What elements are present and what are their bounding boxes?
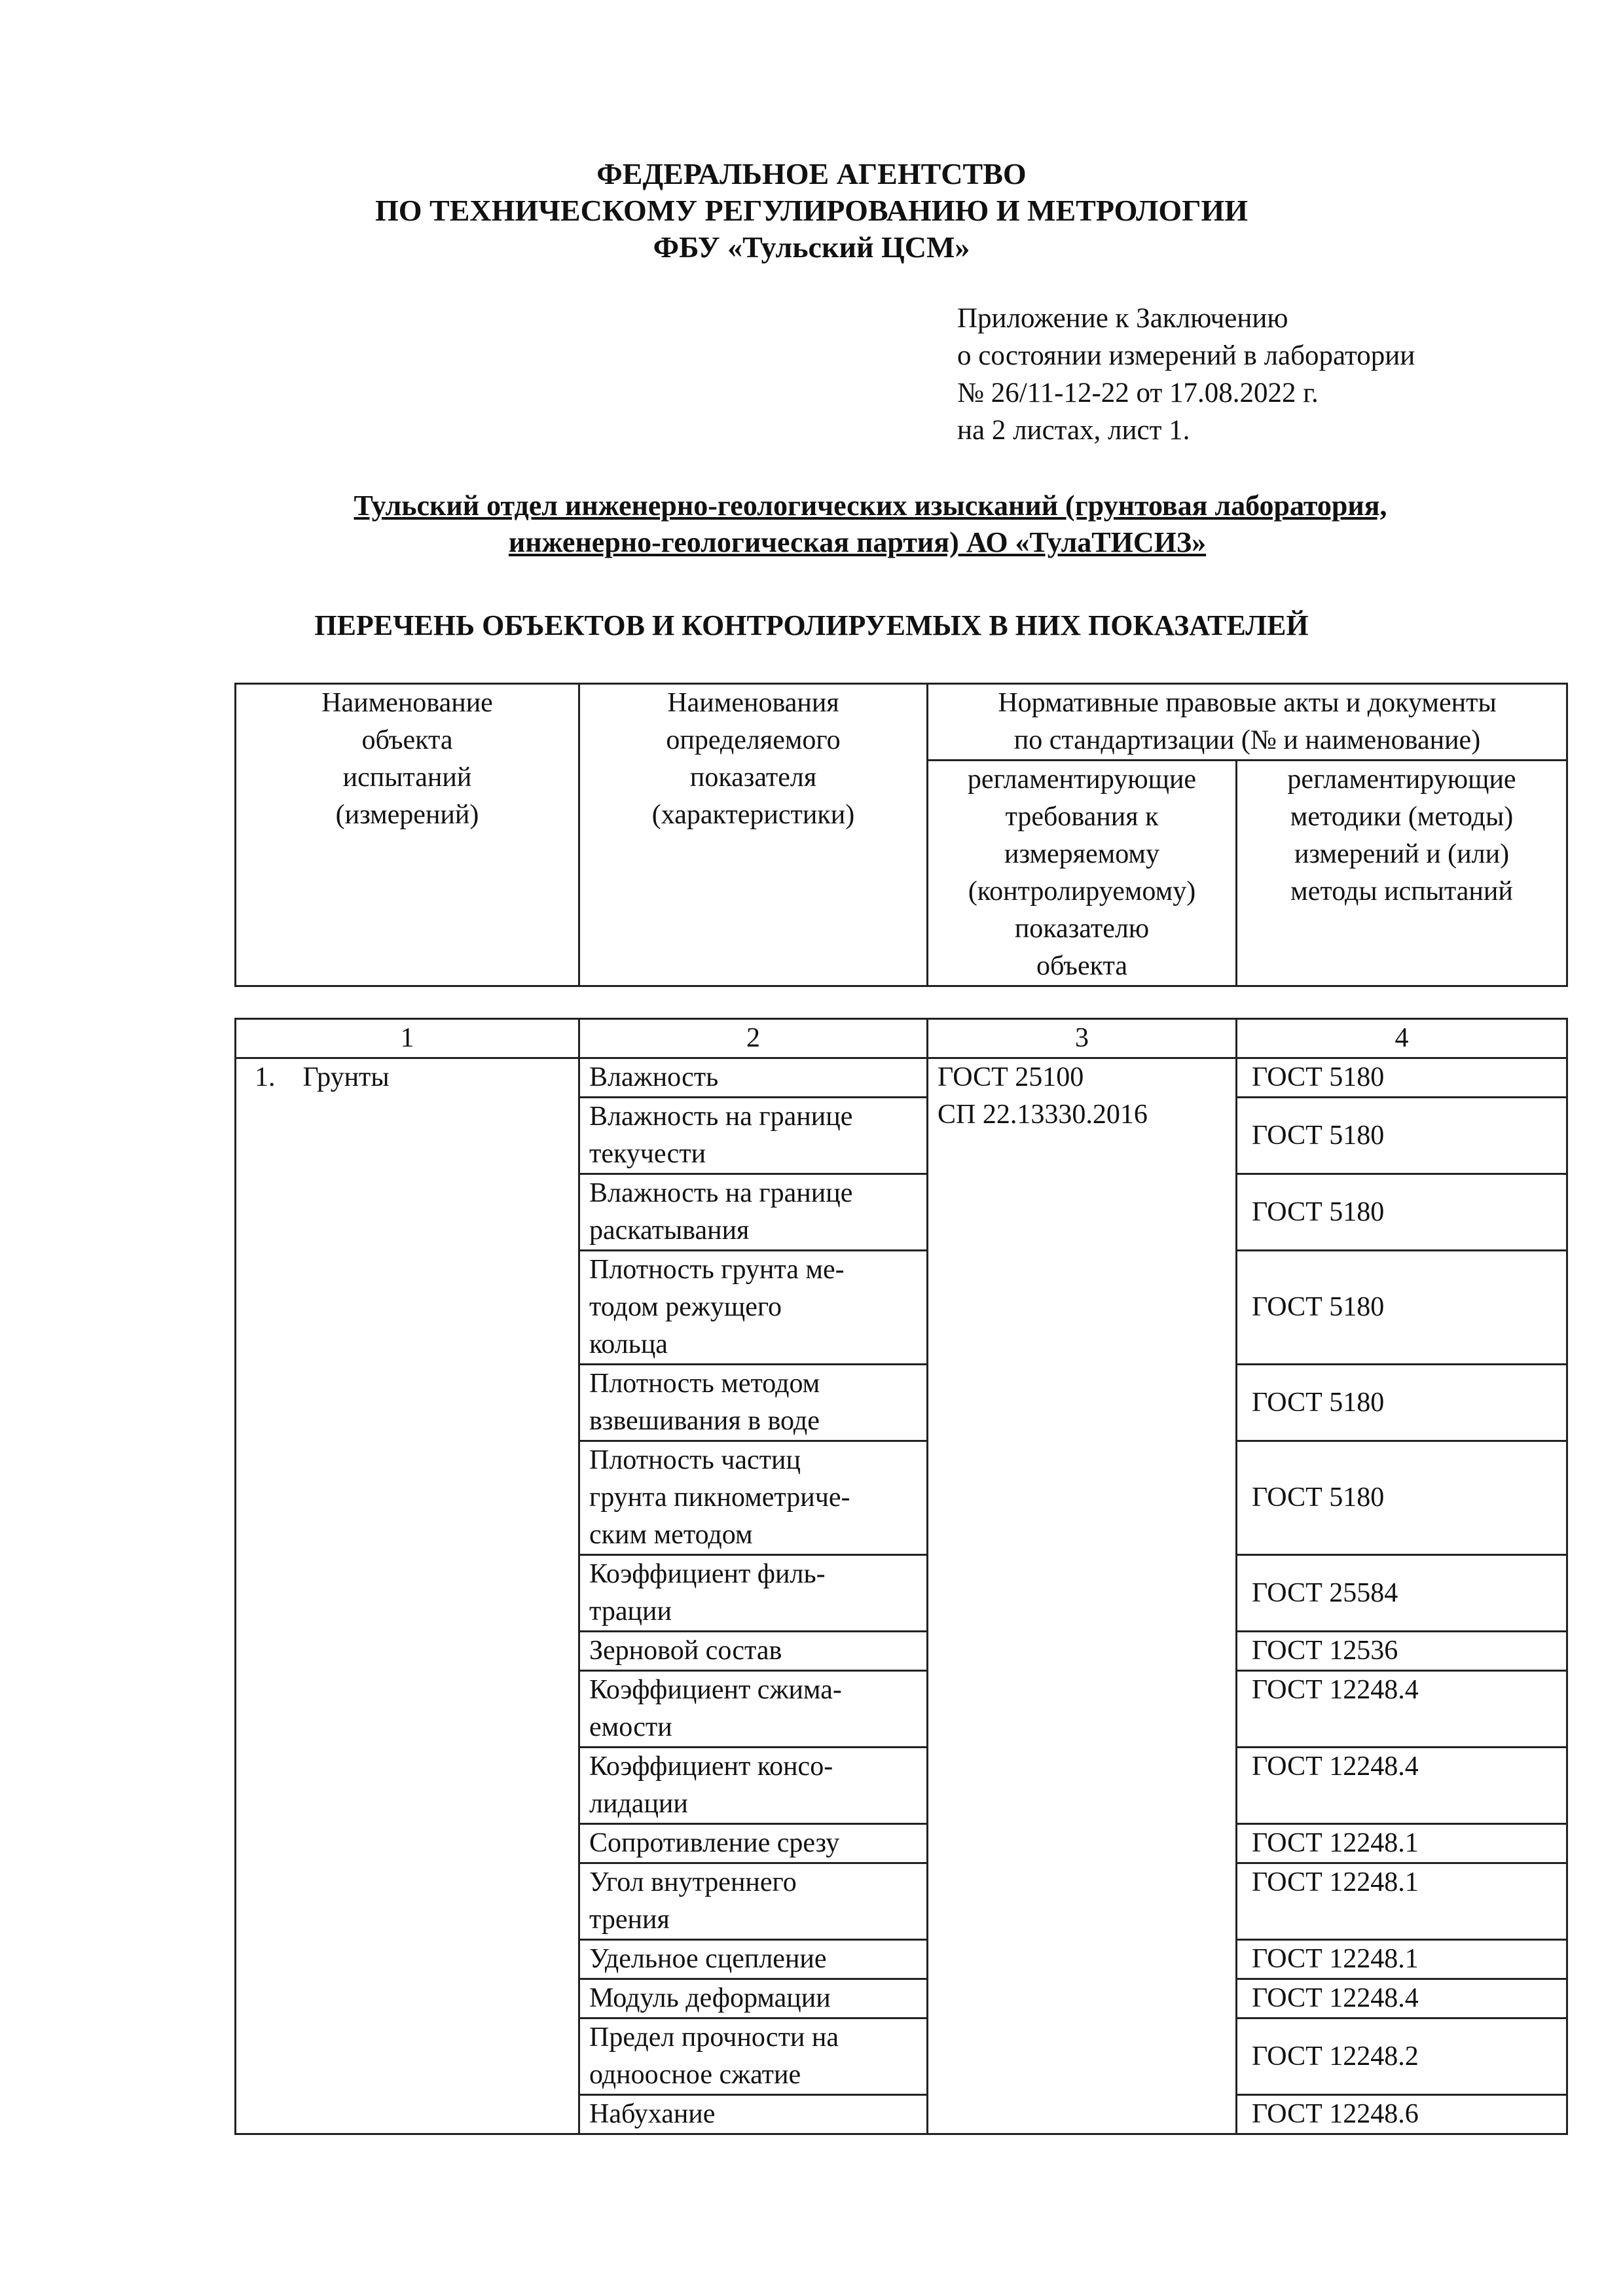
indicator-cell: Коэффициент филь- трации	[579, 1555, 928, 1632]
method-cell: ГОСТ 5180	[1237, 1058, 1567, 1098]
indicator-cell: Угол внутреннего трения	[579, 1863, 928, 1940]
requirements-cell: ГОСТ 25100 СП 22.13330.2016	[928, 1058, 1237, 2134]
method-cell: ГОСТ 5180	[1237, 1098, 1567, 1174]
method-cell: ГОСТ 12248.1	[1237, 1940, 1567, 1979]
table-header	[234, 683, 1568, 987]
method-cell: ГОСТ 5180	[1237, 1174, 1567, 1251]
annex-line: Приложение к Заключению	[957, 303, 1288, 334]
indicator-cell: Зерновой состав	[579, 1632, 928, 1671]
indicator-cell: Набухание	[579, 2095, 928, 2134]
organization-line: инженерно-геологическая партия) АО «ТулаТИСИЗ»	[508, 526, 1207, 558]
agency-header	[0, 156, 1623, 266]
annex-note	[957, 300, 1415, 449]
indicators-table	[234, 1018, 1568, 2135]
object-cell: 1. Грунты	[236, 1058, 579, 2134]
method-cell: ГОСТ 12248.4	[1237, 1979, 1567, 2018]
agency-header-line: ФБУ «Тульский ЦСМ»	[653, 230, 970, 264]
header-normative-docs: Нормативные правовые акты и документы по стандартизации (№ и наименование)	[928, 684, 1567, 761]
column-number: 2	[579, 1019, 928, 1058]
annex-line: о состоянии измерений в лаборатории	[957, 340, 1415, 371]
method-cell: ГОСТ 12248.4	[1237, 1748, 1567, 1824]
table-row	[236, 1058, 1567, 1098]
method-cell: ГОСТ 5180	[1237, 1365, 1567, 1441]
method-cell: ГОСТ 12248.2	[1237, 2018, 1567, 2095]
indicator-cell: Влажность на границе текучести	[579, 1098, 928, 1174]
agency-header-line: ФЕДЕРАЛЬНОЕ АГЕНТСТВО	[596, 157, 1027, 190]
method-cell: ГОСТ 12248.6	[1237, 2095, 1567, 2134]
indicator-cell: Влажность на границе раскатывания	[579, 1174, 928, 1251]
method-cell: ГОСТ 12248.4	[1237, 1671, 1567, 1748]
method-cell: ГОСТ 12248.1	[1237, 1824, 1567, 1863]
list-title: ПЕРЕЧЕНЬ ОБЪЕКТОВ И КОНТРОЛИРУЕМЫХ В НИХ ПОКАЗАТЕЛЕЙ	[314, 609, 1309, 641]
indicator-cell: Удельное сцепление	[579, 1940, 928, 1979]
indicator-cell: Сопротивление срезу	[579, 1824, 928, 1863]
header-object: Наименование объекта испытаний (измерений)	[236, 684, 579, 986]
indicator-cell: Плотность методом взвешивания в воде	[579, 1365, 928, 1441]
header-methods: регламентирующие методики (методы) измерений и (или) методы испытаний	[1237, 761, 1567, 986]
organization-line: Тульский отдел инженерно-геологических изысканий (грунтовая лаборатория,	[354, 490, 1387, 522]
method-cell: ГОСТ 25584	[1237, 1555, 1567, 1632]
annex-line: на 2 листах, лист 1.	[957, 415, 1190, 446]
column-number: 3	[928, 1019, 1237, 1058]
method-cell: ГОСТ 5180	[1237, 1441, 1567, 1555]
header-indicator: Наименования определяемого показателя (характеристики)	[579, 684, 928, 986]
header-requirements: регламентирующие требования к измеряемому (контролируемому) показателю объекта	[928, 761, 1237, 986]
annex-line: № 26/11-12-22 от 17.08.2022 г.	[957, 378, 1319, 408]
indicator-cell: Коэффициент сжима- емости	[579, 1671, 928, 1748]
indicator-cell: Модуль деформации	[579, 1979, 928, 2018]
indicator-cell: Влажность	[579, 1058, 928, 1098]
indicator-cell: Коэффициент консо- лидации	[579, 1748, 928, 1824]
method-cell: ГОСТ 5180	[1237, 1251, 1567, 1365]
indicator-cell: Предел прочности на одноосное сжатие	[579, 2018, 928, 2095]
method-cell: ГОСТ 12536	[1237, 1632, 1567, 1671]
column-number: 4	[1237, 1019, 1567, 1058]
column-number: 1	[236, 1019, 579, 1058]
indicator-cell: Плотность грунта ме- тодом режущего кольца	[579, 1251, 928, 1365]
indicator-cell: Плотность частиц грунта пикнометриче- ским методом	[579, 1441, 928, 1555]
agency-header-line: ПО ТЕХНИЧЕСКОМУ РЕГУЛИРОВАНИЮ И МЕТРОЛОГИИ	[374, 194, 1249, 227]
method-cell: ГОСТ 12248.1	[1237, 1863, 1567, 1940]
organization-name	[0, 488, 1623, 561]
